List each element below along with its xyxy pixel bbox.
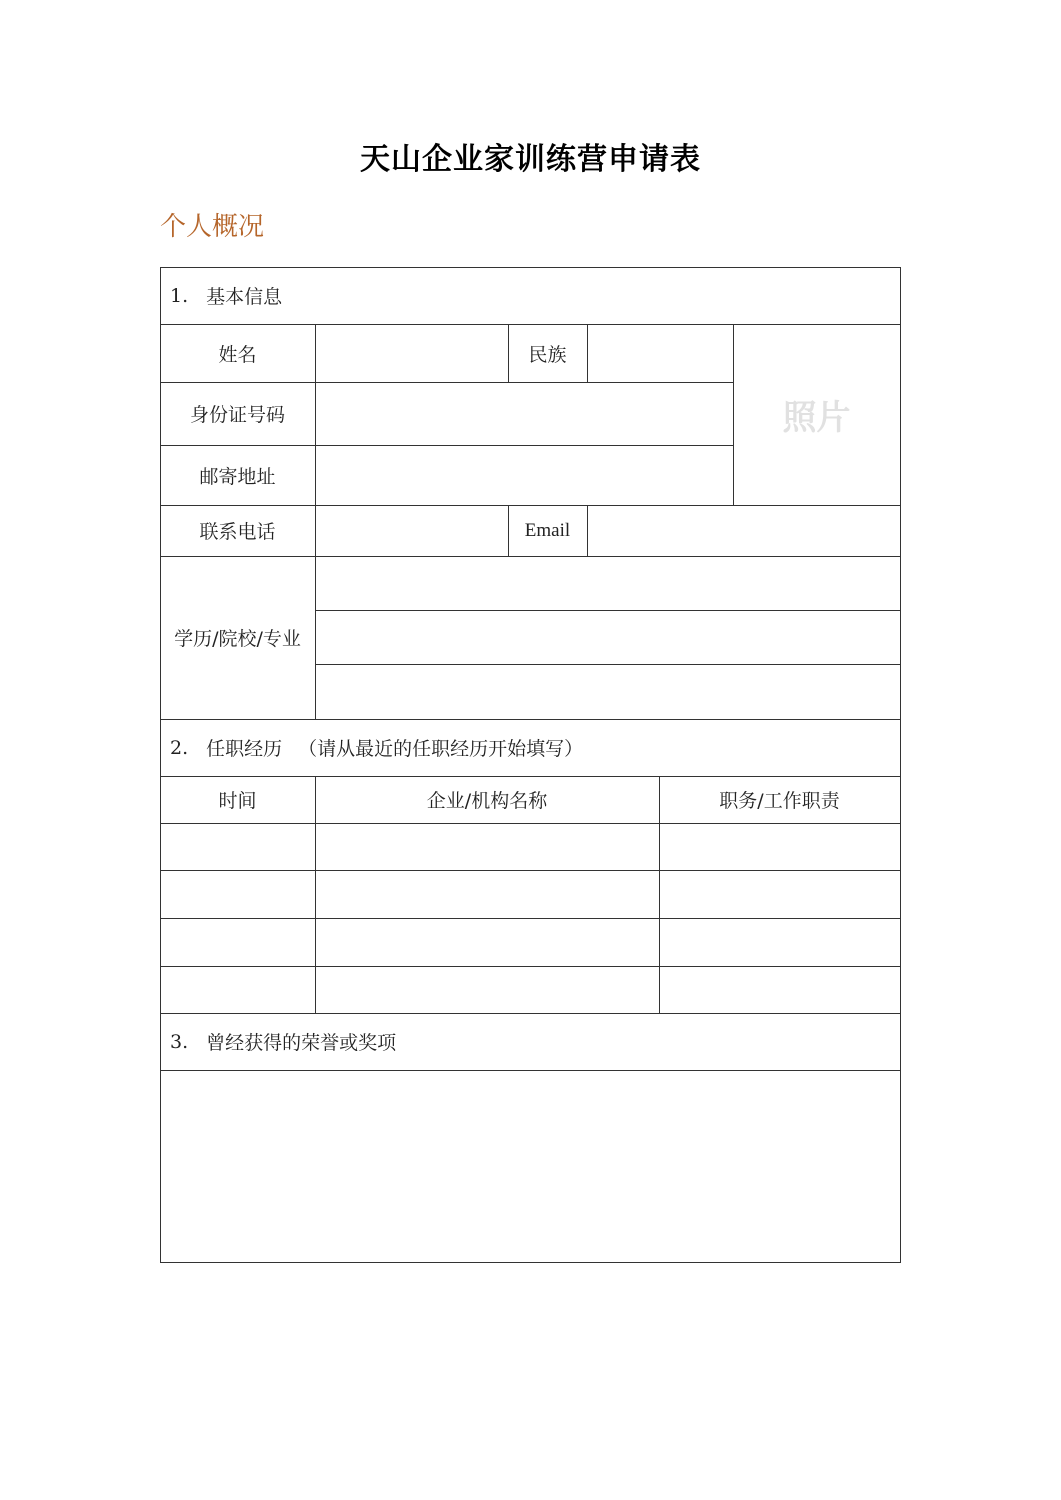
table-border-bottom — [160, 1262, 901, 1263]
education-field-3[interactable] — [315, 664, 900, 719]
divider — [587, 505, 588, 556]
id-number-field[interactable] — [315, 382, 733, 445]
work-row-1-organization[interactable] — [315, 823, 659, 870]
work-row-3-organization[interactable] — [315, 918, 659, 966]
divider — [508, 324, 509, 382]
section2-number: 2. — [170, 736, 189, 759]
ethnicity-field[interactable] — [587, 324, 733, 382]
section2-header — [160, 719, 901, 776]
name-field[interactable] — [315, 324, 508, 382]
photo-placeholder[interactable]: 照片 — [782, 398, 851, 438]
education-field-1[interactable] — [315, 556, 900, 610]
document-title: 天山企业家训练营申请表 — [360, 142, 701, 177]
name-label: 姓名 — [218, 343, 257, 366]
divider — [315, 324, 316, 719]
section3-header — [160, 1013, 901, 1070]
column-header-organization: 企业/机构名称 — [426, 790, 548, 812]
section1-label: 基本信息 — [206, 286, 283, 308]
education-field-2[interactable] — [315, 610, 900, 664]
section1-number: 1. — [170, 284, 189, 307]
section2-note: （请从最近的任职经历开始填写） — [298, 738, 584, 760]
work-row-4-position[interactable] — [659, 966, 900, 1013]
honors-awards-field[interactable] — [160, 1070, 900, 1262]
work-row-2-organization[interactable] — [315, 870, 659, 918]
address-field[interactable] — [315, 445, 733, 505]
section2-label: 任职经历 — [206, 738, 283, 760]
work-row-4-organization[interactable] — [315, 966, 659, 1013]
work-row-3-position[interactable] — [659, 918, 900, 966]
work-row-1-time[interactable] — [160, 823, 315, 870]
email-field[interactable] — [587, 505, 900, 556]
ethnicity-label: 民族 — [528, 343, 567, 366]
divider — [733, 324, 734, 505]
work-row-4-time[interactable] — [160, 966, 315, 1013]
section3-label: 曾经获得的荣誉或奖项 — [206, 1032, 397, 1054]
section-heading-personal-overview: 个人概况 — [160, 212, 265, 242]
divider — [659, 776, 660, 1013]
column-header-time: 时间 — [218, 790, 257, 812]
work-row-3-time[interactable] — [160, 918, 315, 966]
divider — [315, 776, 316, 1013]
application-form-table — [160, 267, 901, 1263]
section1-header — [160, 267, 901, 324]
divider — [587, 324, 588, 382]
divider — [508, 505, 509, 556]
address-label: 邮寄地址 — [199, 465, 276, 488]
education-label: 学历/院校/专业 — [174, 628, 301, 650]
work-row-2-time[interactable] — [160, 870, 315, 918]
section3-number: 3. — [170, 1030, 189, 1053]
id-number-label: 身份证号码 — [189, 404, 285, 426]
column-header-position: 职务/工作职责 — [719, 790, 840, 812]
email-label: Email — [524, 519, 571, 541]
phone-label: 联系电话 — [199, 521, 276, 543]
work-row-1-position[interactable] — [659, 823, 900, 870]
work-row-2-position[interactable] — [659, 870, 900, 918]
phone-field[interactable] — [315, 505, 508, 556]
